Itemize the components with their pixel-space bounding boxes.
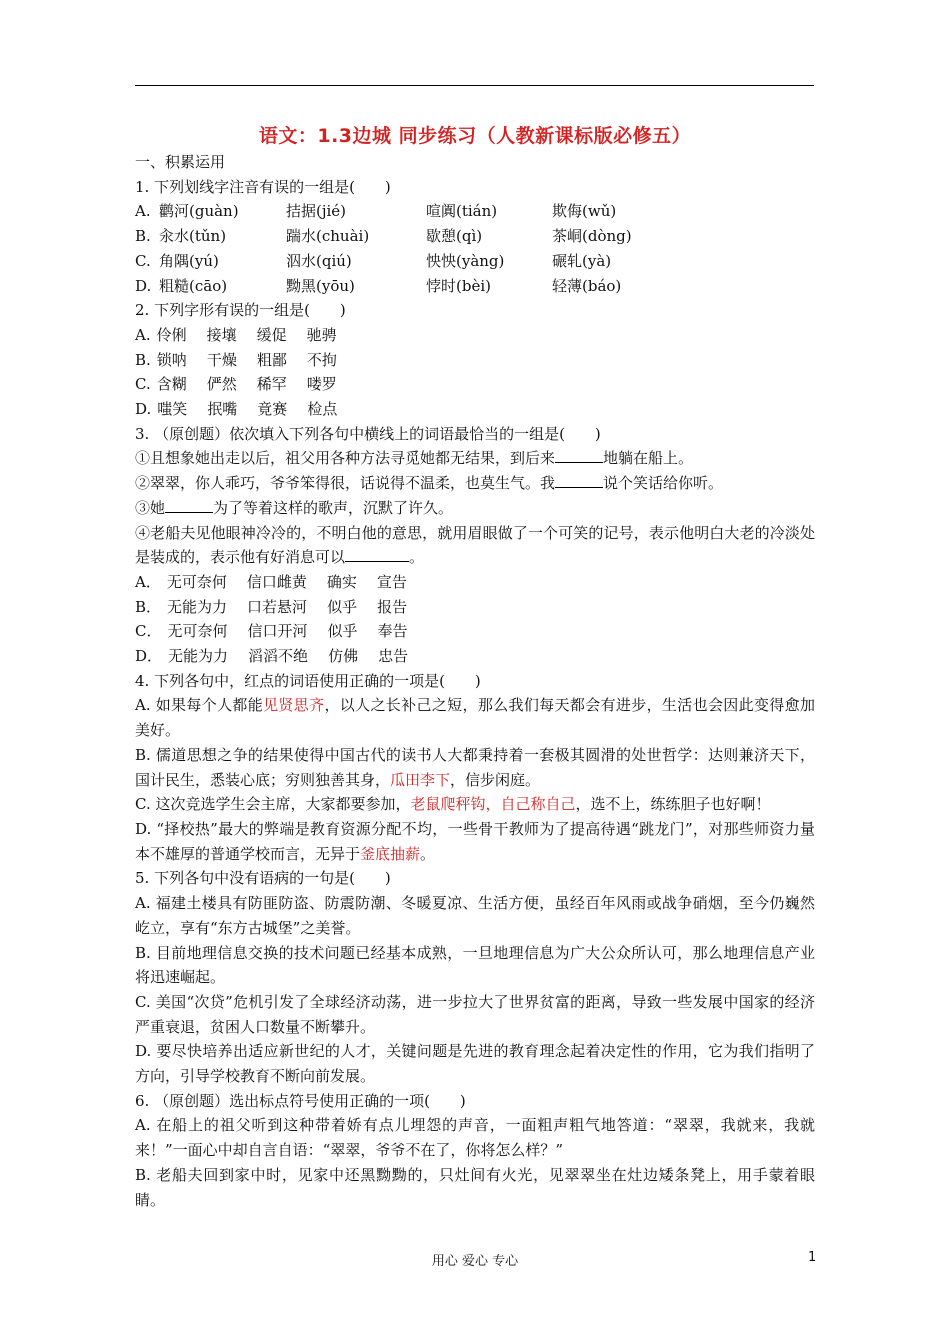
q5-option-a: A. 福建土楼具有防匪防盗、防震防潮、冬暖夏凉、生活方便，虽经百年风雨或战争硝烟，至今仍巍然屹立，享有“东方古城堡”之美誉。 — [135, 894, 815, 937]
option-word: 信口雌黄 — [246, 572, 307, 591]
option-item: 欺侮(wǔ) — [552, 202, 617, 221]
option-word: 奉告 — [377, 622, 408, 641]
option-word: 接壤 — [206, 325, 237, 344]
q1-option-b — [135, 224, 815, 249]
option-item: 角隅(yú) — [159, 251, 219, 270]
option-word: 稀罕 — [256, 375, 287, 394]
q3-sentence-4 — [135, 521, 815, 570]
q5-option-b: B. 目前地理信息交换的技术问题已经基本成熟，一旦地理信息为广大公众所认可，那么地理信息产业将迅速崛起。 — [135, 943, 815, 987]
q3-option-b — [135, 595, 815, 620]
option-label: B． — [135, 597, 162, 616]
option-item: 轻薄(báo) — [552, 276, 622, 295]
fill-blank — [555, 448, 603, 463]
question-1-stem: 1. 下列划线字注音有误的一组是( ) — [135, 177, 391, 196]
q4-option-d — [135, 817, 815, 866]
header-rule — [135, 85, 814, 86]
highlighted-phrase: 釜底抽薪 — [360, 844, 421, 863]
sentence-text: ①且想象她出走以后，祖父用各种方法寻觅她都无结果，到后来 — [135, 449, 556, 468]
q2-option-b — [135, 348, 815, 373]
q4-option-b — [135, 743, 815, 792]
option-word: 无可奈何 — [167, 622, 228, 641]
fill-blank — [165, 498, 213, 513]
option-word: 无能为力 — [167, 597, 228, 616]
sentence-text: 为了等着这样的歌声，沉默了许久。 — [213, 498, 454, 517]
q2-option-d — [135, 397, 815, 422]
sentence-text: 。 — [409, 548, 425, 567]
option-word: 俨然 — [206, 375, 237, 394]
option-word: 锁呐 — [156, 350, 187, 369]
option-item: 汆水(tǔn) — [159, 227, 227, 246]
option-word: 嗤笑 — [157, 400, 188, 419]
option-word: 竟赛 — [257, 400, 288, 419]
question-4-stem: 4. 下列各句中，红点的词语使用正确的一项是( ) — [135, 671, 481, 690]
sentence-text: ②翠翠，你人乖巧，爷爷笨得很，话说得不温柔，也莫生气。我 — [135, 474, 556, 493]
option-label: B. — [135, 350, 151, 369]
option-item: 黝黑(yōu) — [286, 276, 355, 295]
option-item: 喧阗(tián) — [426, 202, 498, 221]
section-heading: 一、积累运用 — [135, 153, 226, 171]
q3-option-a — [135, 570, 815, 595]
option-text: B. 儒道思想之争的结果使得中国古代的读书人大都秉持着一套极其圆滑的处世哲学：达则兼济天下，国计民生，悉装心底；穷则独善其身， — [135, 745, 815, 789]
option-item: 拮据(jié) — [286, 202, 347, 221]
option-word: 抿嘴 — [207, 400, 238, 419]
q5-option-c: C. 美国“次贷”危机引发了全球经济动荡，进一步拉大了世界贫富的距离，导致一些发展中国家的经济严重衰退，贫困人口数量不断攀升。 — [135, 992, 815, 1036]
option-label: D. — [135, 276, 152, 295]
question-3-stem: 3. （原创题）依次填入下列各句中横线上的词语最恰当的一组是( ) — [135, 424, 601, 443]
document-body — [135, 150, 815, 1212]
option-item: 粗糙(cāo) — [159, 276, 228, 295]
option-label: C. — [135, 251, 151, 270]
option-word: 喽罗 — [306, 375, 337, 394]
option-text: ，信步闲庭。 — [450, 770, 541, 789]
option-word: 干燥 — [206, 350, 237, 369]
sentence-text: 地躺在船上。 — [603, 449, 694, 468]
option-text: C. 这次竞选学生会主席，大家都要参加， — [135, 795, 411, 814]
q3-sentence-2 — [135, 471, 815, 496]
q3-sentence-1 — [135, 446, 815, 471]
option-word: 仿佛 — [328, 647, 359, 666]
q2-option-c — [135, 372, 815, 397]
fill-blank — [345, 547, 409, 562]
option-item: 茶峒(dòng) — [552, 227, 632, 246]
page-number: 1 — [808, 1250, 817, 1265]
q1-option-c — [135, 249, 815, 274]
option-item: 踹水(chuài) — [286, 227, 370, 246]
option-text: ，以人之长补己之短，那么我们每天都会有进步，生活也会因此变得愈加美好。 — [135, 696, 815, 740]
option-label: C. — [135, 375, 151, 394]
q6-option-b: B. 老船夫回到家中时，见家中还黑黝黝的，只灶间有火光，见翠翠坐在灶边矮条凳上，用手蒙着眼睛。 — [135, 1165, 815, 1209]
q1-option-d — [135, 274, 815, 299]
option-word: 含糊 — [156, 375, 187, 394]
sentence-text: 说个笑话给你听。 — [603, 474, 724, 493]
option-word: 似乎 — [327, 622, 358, 641]
q3-option-d — [135, 644, 815, 669]
q3-sentence-3 — [135, 496, 815, 521]
option-word: 忠告 — [378, 647, 409, 666]
option-text: ，选不上，练练胆子也好啊！ — [575, 795, 771, 814]
option-item: 碾轧(yà) — [552, 251, 612, 270]
q4-option-a — [135, 693, 815, 742]
option-item: 悖时(bèi) — [426, 276, 491, 295]
option-text: 。 — [420, 844, 436, 863]
q1-option-a — [135, 199, 815, 224]
question-2-stem: 2. 下列字形有误的一组是( ) — [135, 301, 346, 320]
option-word: 滔滔不绝 — [248, 647, 309, 666]
option-word: 不拘 — [306, 350, 337, 369]
option-label: A. — [135, 325, 151, 344]
option-word: 驰骋 — [306, 325, 337, 344]
option-item: 泅水(qiú) — [286, 251, 352, 270]
option-word: 报告 — [377, 597, 408, 616]
page-footer: 用心 爱心 专心 — [431, 1254, 519, 1269]
option-word: 无可奈何 — [166, 572, 227, 591]
option-label: D． — [135, 647, 163, 666]
sentence-text: ③她 — [135, 498, 166, 517]
q3-option-c — [135, 619, 815, 644]
fill-blank — [555, 473, 603, 488]
q5-option-d: D. 要尽快培养出适应新世纪的人才，关键问题是先进的教育理念起着决定性的作用，它为我们指明了方向，引导学校教育不断向前发展。 — [135, 1042, 815, 1086]
option-word: 无能为力 — [168, 647, 229, 666]
option-word: 确实 — [326, 572, 357, 591]
option-label: C． — [135, 622, 162, 641]
option-word: 检点 — [307, 400, 338, 419]
option-word: 似乎 — [327, 597, 358, 616]
option-label: D. — [135, 400, 152, 419]
question-6-stem: 6. （原创题）选出标点符号使用正确的一项( ) — [135, 1091, 466, 1110]
option-item: 鹳河(guàn) — [159, 202, 239, 221]
highlighted-phrase: 见贤思齐 — [263, 696, 325, 715]
option-word: 粗鄙 — [256, 350, 287, 369]
q4-option-c — [135, 792, 815, 817]
highlighted-phrase: 老鼠爬秤钩，自己称自己 — [410, 795, 576, 814]
page-title: 语文：1.3边城 同步练习（人教新课标版必修五） — [258, 125, 692, 147]
q6-option-a: A. 在船上的祖父听到这种带着娇有点儿埋怨的声音，一面粗声粗气地答道：“翠翠，我就来，我就来！”一面心中却自言自语：“翠翠，爷爷不在了，你将怎么样？” — [135, 1116, 815, 1160]
option-label: B. — [135, 227, 151, 246]
option-word: 口若悬河 — [247, 597, 308, 616]
option-word: 信口开河 — [247, 622, 308, 641]
highlighted-phrase: 瓜田李下 — [390, 770, 451, 789]
sentence-text: ④老船夫见他眼神冷冷的，不明白他的意思，就用眉眼做了一个可笑的记号，表示他明白大老的冷淡处是装成的，表示他有好消息可以 — [135, 523, 815, 567]
option-label: A. — [135, 202, 151, 221]
question-5-stem: 5. 下列各句中没有语病的一句是( ) — [135, 869, 391, 888]
option-item: 怏怏(yàng) — [426, 251, 505, 270]
option-text: A. 如果每个人都能 — [135, 696, 264, 715]
option-word: 宣告 — [376, 572, 407, 591]
q2-option-a — [135, 323, 815, 348]
option-text: D. “择校热”最大的弊端是教育资源分配不均，一些骨干教师为了提高待遇“跳龙门”，对那些师资力量本不雄厚的普通学校而言，无异于 — [135, 819, 815, 863]
option-item: 歇憩(qì) — [426, 227, 483, 246]
option-word: 缓促 — [256, 325, 287, 344]
option-word: 伶俐 — [156, 325, 187, 344]
option-label: A． — [135, 572, 161, 591]
